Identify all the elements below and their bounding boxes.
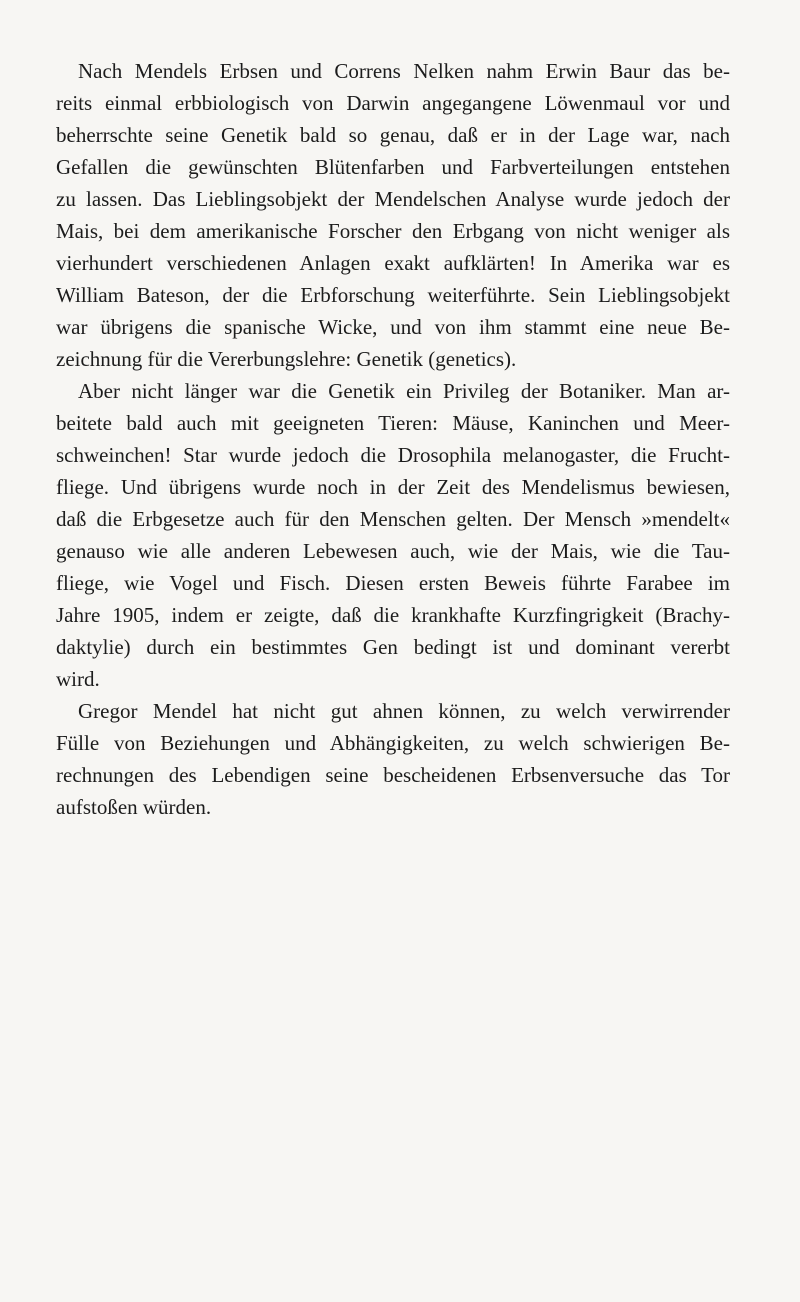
text-line: Mais, bei dem amerikanische Forscher den Erbgang von nicht weniger als — [56, 219, 730, 243]
text-line: William Bateson, der die Erbforschung weiterführte. Sein Lieblingsobjekt — [56, 283, 730, 307]
text-line: Fülle von Beziehungen und Abhängigkeiten, zu welch schwierigen Be- — [56, 731, 730, 755]
paragraph-2 — [56, 375, 730, 695]
text-line: fliege, wie Vogel und Fisch. Diesen ersten Beweis führte Farabee im — [56, 571, 730, 595]
paragraph-3 — [56, 695, 730, 823]
text-line: Aber nicht länger war die Genetik ein Privileg der Botaniker. Man ar- — [78, 379, 730, 403]
text-line: genauso wie alle anderen Lebewesen auch, wie der Mais, wie die Tau- — [56, 539, 730, 563]
text-line: beitete bald auch mit geeigneten Tieren: Mäuse, Kaninchen und Meer- — [56, 411, 730, 435]
text-line: wird. — [56, 667, 100, 691]
text-line: daktylie) durch ein bestimmtes Gen bedingt ist und dominant vererbt — [56, 635, 730, 659]
text-line: vierhundert verschiedenen Anlagen exakt aufklärten! In Amerika war es — [56, 251, 730, 275]
text-line: war übrigens die spanische Wicke, und von ihm stammt eine neue Be- — [56, 315, 730, 339]
text-line: Jahre 1905, indem er zeigte, daß die krankhafte Kurzfingrigkeit (Brachy- — [56, 603, 730, 627]
text-line: rechnungen des Lebendigen seine bescheidenen Erbsenversuche das Tor — [56, 763, 730, 787]
text-line: Nach Mendels Erbsen und Correns Nelken nahm Erwin Baur das be- — [78, 59, 730, 83]
text-line: beherrschte seine Genetik bald so genau, daß er in der Lage war, nach — [56, 123, 730, 147]
text-line: Gregor Mendel hat nicht gut ahnen können, zu welch verwirrender — [78, 699, 730, 723]
text-line: daß die Erbgesetze auch für den Menschen gelten. Der Mensch »mendelt« — [56, 507, 730, 531]
text-line: Gefallen die gewünschten Blütenfarben und Farbverteilungen entstehen — [56, 155, 730, 179]
text-line: fliege. Und übrigens wurde noch in der Zeit des Mendelismus bewiesen, — [56, 475, 730, 499]
text-line: reits einmal erbbiologisch von Darwin angegangene Löwenmaul vor und — [56, 91, 730, 115]
text-line: zeichnung für die Vererbungslehre: Genetik (genetics). — [56, 347, 517, 371]
text-line: schweinchen! Star wurde jedoch die Drosophila melanogaster, die Frucht- — [56, 443, 730, 467]
paragraph-1 — [56, 55, 730, 375]
text-line: aufstoßen würden. — [56, 795, 212, 819]
body-text — [56, 55, 730, 823]
text-line: zu lassen. Das Lieblingsobjekt der Mendelschen Analyse wurde jedoch der — [56, 187, 730, 211]
